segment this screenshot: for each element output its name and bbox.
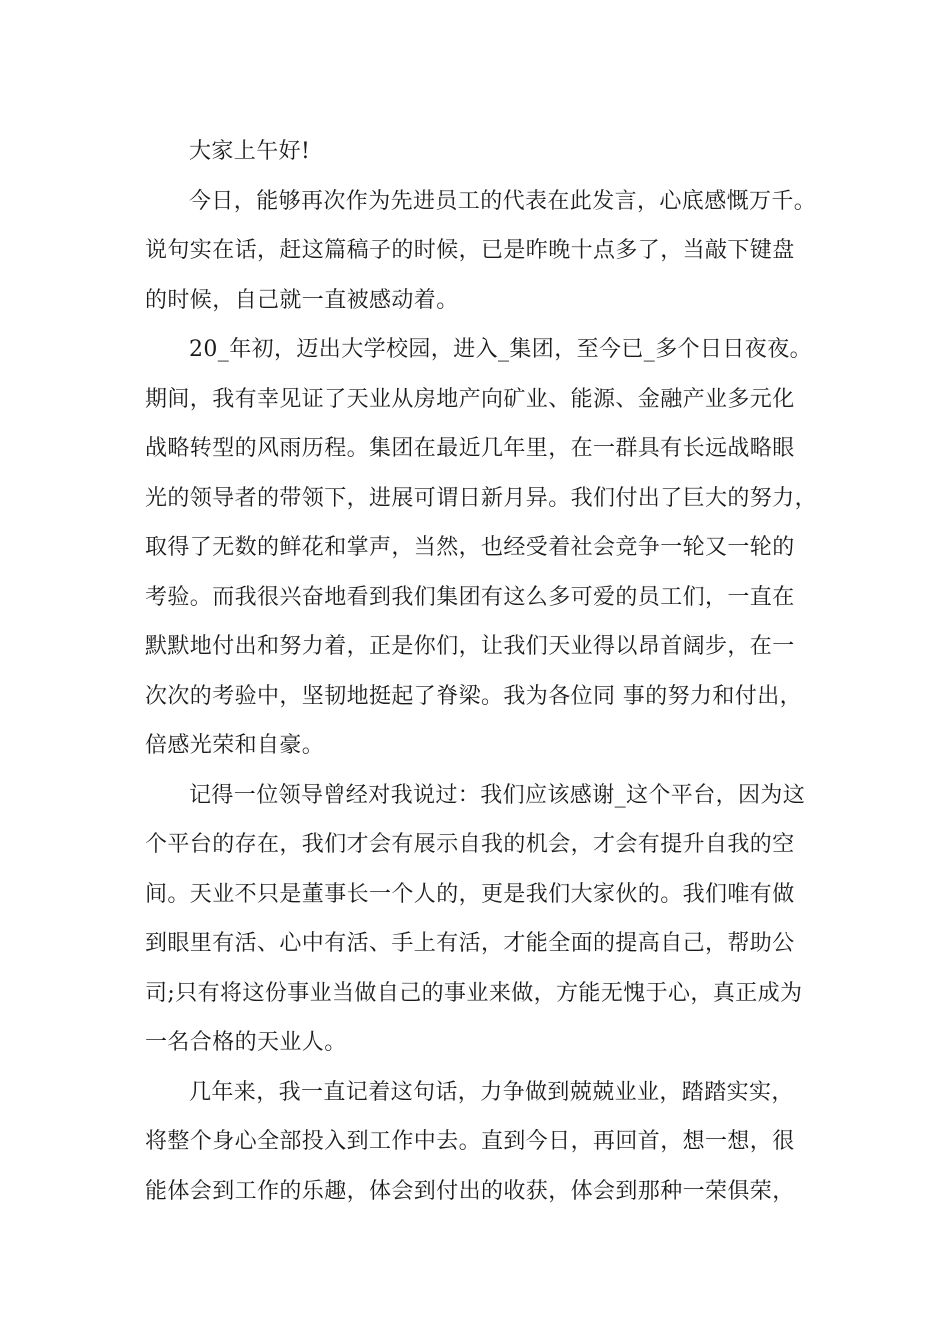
text-line: 能体会到工作的乐趣，体会到付出的收获，体会到那种一荣俱荣， bbox=[145, 1178, 795, 1204]
text-line: 考验。而我很兴奋地看到我们集团有这么多可爱的员工们，一直在 bbox=[145, 584, 795, 610]
text-line: 光的领导者的带领下，进展可谓日新月异。我们付出了巨大的努力， bbox=[145, 485, 818, 511]
text-line: 默默地付出和努力着，正是你们，让我们天业得以昂首阔步，在一 bbox=[145, 634, 795, 659]
text-line: 个平台的存在，我们才会有展示自我的机会，才会有提升自我的空 bbox=[145, 832, 795, 857]
paragraph-history bbox=[145, 325, 825, 771]
text-line: 的时候，自己就一直被感动着。 bbox=[145, 287, 459, 313]
text-line: 期间，我有幸见证了天业从房地产向矿业、能源、金融产业多元化 bbox=[145, 386, 795, 412]
text-line: 记得一位领导曾经对我说过：我们应该感谢_这个平台，因为这 bbox=[189, 782, 806, 808]
text-line: 战略转型的风雨历程。集团在最近几年里，在一群具有长远战略眼 bbox=[145, 436, 795, 461]
text-line: 说句实在话，赶这篇稿子的时候，已是昨晚十点多了，当敲下键盘 bbox=[145, 238, 795, 263]
text-line: 20_年初，迈出大学校园，进入_集团，至今已_多个日日夜夜。 bbox=[189, 337, 812, 362]
text-line: 司;只有将这份事业当做自己的事业来做，方能无愧于心，真正成为 bbox=[145, 980, 803, 1006]
text-line: 到眼里有活、心中有活、手上有活，才能全面的提高自己，帮助公 bbox=[145, 931, 795, 956]
text-line: 次次的考验中，坚韧地挺起了脊梁。我为各位同 事的努力和付出， bbox=[145, 683, 802, 709]
document-body bbox=[145, 127, 825, 1216]
text-line: 今日，能够再次作为先进员工的代表在此发言，心底感慨万千。 bbox=[189, 188, 817, 214]
paragraph-platform bbox=[145, 771, 825, 1068]
text-line: 取得了无数的鲜花和掌声，当然，也经受着社会竞争一轮又一轮的 bbox=[145, 535, 795, 560]
paragraph-opening bbox=[145, 177, 825, 326]
text-line: 一名合格的天业人。 bbox=[145, 1030, 347, 1055]
text-line: 间。天业不只是董事长一个人的，更是我们大家伙的。我们唯有做 bbox=[145, 881, 795, 907]
text-line: 大家上午好! bbox=[189, 139, 311, 164]
text-line: 将整个身心全部投入到工作中去。直到今日，再回首，想一想，很 bbox=[145, 1129, 795, 1154]
text-line: 几年来，我一直记着这句话，力争做到兢兢业业，踏踏实实， bbox=[189, 1079, 794, 1105]
paragraph-reflection bbox=[145, 1068, 825, 1217]
paragraph-greeting bbox=[145, 127, 825, 177]
text-line: 倍感光荣和自豪。 bbox=[145, 733, 325, 758]
